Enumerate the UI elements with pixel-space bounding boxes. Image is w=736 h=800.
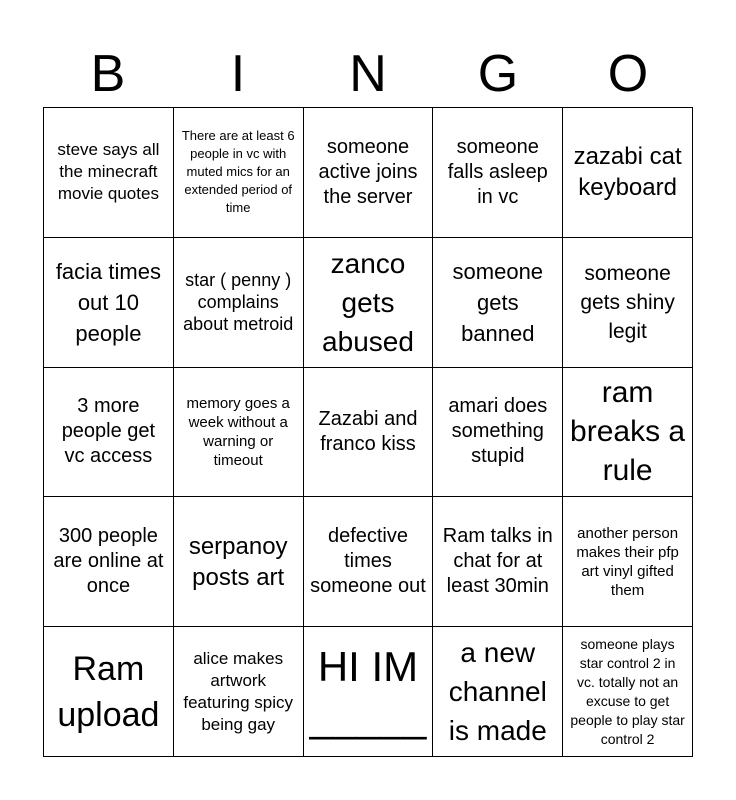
bingo-cell-r4c3[interactable] — [304, 497, 434, 627]
bingo-cell-r2c3[interactable] — [304, 238, 434, 368]
bingo-cell-r1c1[interactable] — [44, 108, 174, 238]
cell-text: star ( penny ) complains about metroid — [183, 270, 294, 335]
header-letter-o: O — [607, 45, 649, 103]
header-letter-b: B — [90, 45, 126, 103]
cell-text: someone falls asleep in vc — [447, 135, 548, 208]
cell-text: facia times out 10 people — [55, 258, 161, 346]
cell-text: ram breaks a rule — [570, 376, 686, 488]
cell-text: amari does something stupid — [448, 395, 548, 468]
cell-text: Ram upload — [57, 649, 160, 734]
cell-text: steve says all the minecraft movie quotes — [57, 140, 160, 204]
bingo-cell-r4c4[interactable] — [433, 497, 563, 627]
bingo-cell-r1c5[interactable] — [563, 108, 693, 238]
bingo-cell-r2c1[interactable] — [44, 238, 174, 368]
header-letter-g: G — [477, 45, 519, 103]
cell-text: someone plays star control 2 in vc. totally not an excuse to get people to play star control 2 — [570, 635, 685, 747]
cell-text: memory goes a week without a warning or timeout — [186, 394, 290, 469]
cell-text: someone gets shiny legit — [580, 261, 675, 343]
bingo-cell-r4c1[interactable] — [44, 497, 174, 627]
bingo-cell-r5c3[interactable] — [304, 627, 434, 757]
cell-text: defective times someone out — [310, 525, 426, 598]
bingo-cell-r2c5[interactable] — [563, 238, 693, 368]
bingo-cell-r4c2[interactable] — [174, 497, 304, 627]
bingo-cell-r3c1[interactable] — [44, 368, 174, 498]
cell-text: 300 people are online at once — [53, 525, 164, 598]
bingo-cell-r5c2[interactable] — [174, 627, 304, 757]
cell-text: someone active joins the server — [318, 135, 418, 208]
bingo-cell-r1c2[interactable] — [174, 108, 304, 238]
cell-text: Zazabi and franco kiss — [318, 407, 418, 455]
bingo-cell-r3c4[interactable] — [433, 368, 563, 498]
header-letter-n: N — [349, 45, 387, 103]
bingo-cell-r3c2[interactable] — [174, 368, 304, 498]
cell-text: 3 more people get vc access — [61, 395, 156, 468]
bingo-cell-r3c3[interactable] — [304, 368, 434, 498]
cell-text: a new channel is made — [448, 637, 547, 747]
bingo-cell-r2c4[interactable] — [433, 238, 563, 368]
bingo-cell-r2c2[interactable] — [174, 238, 304, 368]
bingo-board — [43, 107, 693, 757]
cell-text: HI IM _____ — [309, 642, 427, 740]
bingo-cell-r3c5[interactable] — [563, 368, 693, 498]
cell-text: another person makes their pfp art vinyl gifted them — [576, 524, 679, 599]
header-letter-i: I — [230, 45, 246, 103]
cell-text: alice makes artwork featuring spicy being gay — [183, 648, 293, 734]
bingo-cell-r5c4[interactable] — [433, 627, 563, 757]
cell-text: There are at least 6 people in vc with muted mics for an extended period of time — [181, 128, 295, 216]
bingo-cell-r1c4[interactable] — [433, 108, 563, 238]
bingo-cell-r1c3[interactable] — [304, 108, 434, 238]
bingo-cell-r5c5[interactable] — [563, 627, 693, 757]
cell-text: someone gets banned — [452, 258, 544, 346]
cell-text: Ram talks in chat for at least 30min — [442, 525, 553, 598]
bingo-header — [43, 40, 693, 108]
cell-text: zazabi cat keyboard — [573, 143, 682, 202]
bingo-cell-r5c1[interactable] — [44, 627, 174, 757]
cell-text: serpanoy posts art — [188, 532, 288, 591]
bingo-cell-r4c5[interactable] — [563, 497, 693, 627]
cell-text: zanco gets abused — [322, 247, 414, 357]
